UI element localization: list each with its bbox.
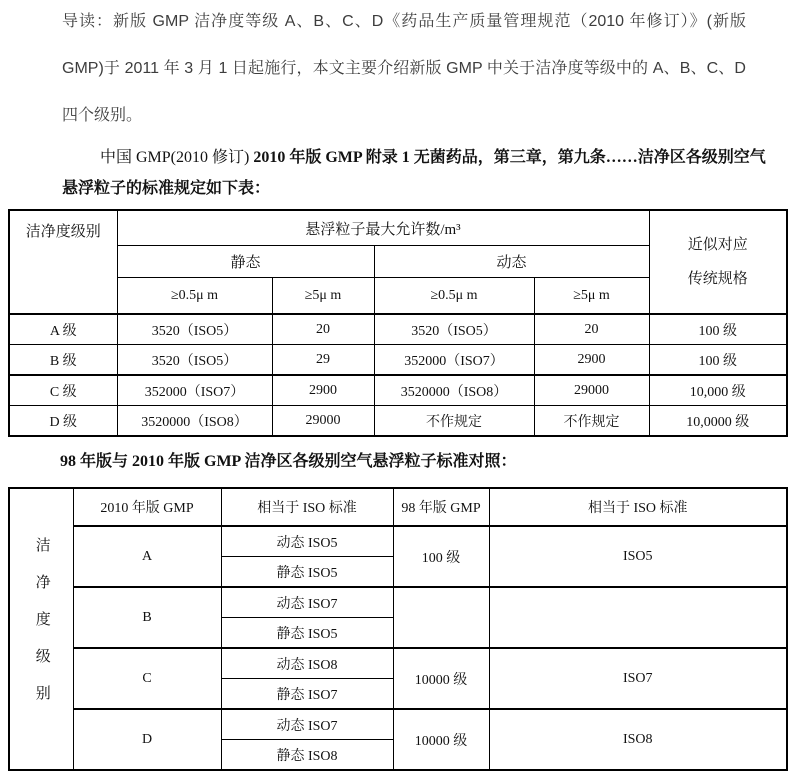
t2-a-dynamic: 动态 ISO5 (221, 526, 393, 557)
t1-c-traditional: 10,000 级 (649, 375, 787, 406)
t1-header-dynamic: 动态 (374, 246, 649, 278)
t1-grade-d: D 级 (9, 406, 117, 437)
t2-c-old-iso: ISO7 (489, 648, 787, 709)
t2-b-static: 静态 ISO5 (221, 618, 393, 649)
t2-header-iso-2010: 相当于 ISO 标准 (221, 488, 393, 526)
t2-header-98: 98 年版 GMP (393, 488, 489, 526)
table-row-grade-b (9, 345, 787, 376)
comparison-section-heading: 98 年版与 2010 年版 GMP 洁净区各级别空气悬浮粒子标准对照： (60, 453, 517, 470)
gmp-annex-lead-text: 中国 GMP(2010 修订) (100, 149, 254, 166)
t1-grade-b: B 级 (9, 345, 117, 376)
t1-header-dynamic-05: ≥0.5μ m (374, 278, 534, 315)
t1-a-static-5: 20 (272, 314, 374, 345)
gmp-annex-paragraph (62, 142, 768, 204)
t2-vertical-label: 洁净度级别 (33, 536, 50, 722)
t1-header-static-5: ≥5μ m (272, 278, 374, 315)
table-row-a-dynamic (9, 526, 787, 557)
t1-c-static-05: 352000（ISO7） (117, 375, 272, 406)
table-row-grade-c (9, 375, 787, 406)
t1-d-static-05: 3520000（ISO8） (117, 406, 272, 437)
t1-c-static-5: 2900 (272, 375, 374, 406)
table-row-c-dynamic (9, 648, 787, 679)
t1-header-max-particles: 悬浮粒子最大允许数/m³ (117, 210, 649, 246)
t2-grade-c: C (73, 648, 221, 709)
t1-d-traditional: 10,0000 级 (649, 406, 787, 437)
t2-grade-b: B (73, 587, 221, 648)
t1-a-traditional: 100 级 (649, 314, 787, 345)
t1-grade-c: C 级 (9, 375, 117, 406)
t1-header-static: 静态 (117, 246, 374, 278)
t1-a-dynamic-5: 20 (534, 314, 649, 345)
t2-a-old-iso: ISO5 (489, 526, 787, 587)
t2-c-static: 静态 ISO7 (221, 679, 393, 710)
table-row-grade-a (9, 314, 787, 345)
t2-c-dynamic: 动态 ISO8 (221, 648, 393, 679)
t1-c-dynamic-5: 29000 (534, 375, 649, 406)
t1-header-static-05: ≥0.5μ m (117, 278, 272, 315)
t2-b-old-iso (489, 587, 787, 648)
table-row-b-dynamic (9, 587, 787, 618)
t2-a-old-grade: 100 级 (393, 526, 489, 587)
t1-grade-a: A 级 (9, 314, 117, 345)
t2-header-iso-98: 相当于 ISO 标准 (489, 488, 787, 526)
t1-d-static-5: 29000 (272, 406, 374, 437)
t2-b-dynamic: 动态 ISO7 (221, 587, 393, 618)
intro-paragraph: 导读：新版 GMP 洁净度等级 A、B、C、D《药品生产质量管理规范（2010 年修订）》(新版 GMP)于 2011 年 3 月 1 日起施行，本文主要介绍新版 GMP 中关于洁净度等级中的 A、B、C、D 四个级别。 (62, 13, 746, 124)
t1-header-traditional (649, 210, 787, 314)
t1-header-traditional-line2: 传统规格 (687, 271, 748, 287)
t2-d-static: 静态 ISO8 (221, 740, 393, 771)
t1-b-traditional: 100 级 (649, 345, 787, 376)
t1-b-dynamic-05: 352000（ISO7） (374, 345, 534, 376)
table-row-d-dynamic (9, 709, 787, 740)
t2-grade-d: D (73, 709, 221, 770)
t2-d-dynamic: 动态 ISO7 (221, 709, 393, 740)
t2-grade-a: A (73, 526, 221, 587)
table-row-grade-d (9, 406, 787, 437)
gmp-annex-emphasis-text: 2010 年版 GMP 附录 1 无菌药品，第三章，第九条……洁净区各级别空气悬浮粒子的标准规定如下表： (62, 149, 766, 197)
t1-header-traditional-line1: 近似对应 (687, 237, 748, 253)
t1-b-static-05: 3520（ISO5） (117, 345, 272, 376)
comparison-table (8, 487, 788, 771)
t1-c-dynamic-05: 3520000（ISO8） (374, 375, 534, 406)
t2-b-old-grade (393, 587, 489, 648)
t1-a-dynamic-05: 3520（ISO5） (374, 314, 534, 345)
t1-header-grade: 洁净度级别 (9, 210, 117, 314)
t1-header-dynamic-5: ≥5μ m (534, 278, 649, 315)
t2-vertical-label-cell (9, 488, 73, 770)
t1-b-dynamic-5: 2900 (534, 345, 649, 376)
t2-d-old-iso: ISO8 (489, 709, 787, 770)
t1-b-static-5: 29 (272, 345, 374, 376)
t1-d-dynamic-5: 不作规定 (534, 406, 649, 437)
particle-limits-table (8, 209, 788, 437)
t2-header-2010: 2010 年版 GMP (73, 488, 221, 526)
t2-c-old-grade: 10000 级 (393, 648, 489, 709)
t2-d-old-grade: 10000 级 (393, 709, 489, 770)
t1-d-dynamic-05: 不作规定 (374, 406, 534, 437)
t1-a-static-05: 3520（ISO5） (117, 314, 272, 345)
t2-a-static: 静态 ISO5 (221, 557, 393, 588)
